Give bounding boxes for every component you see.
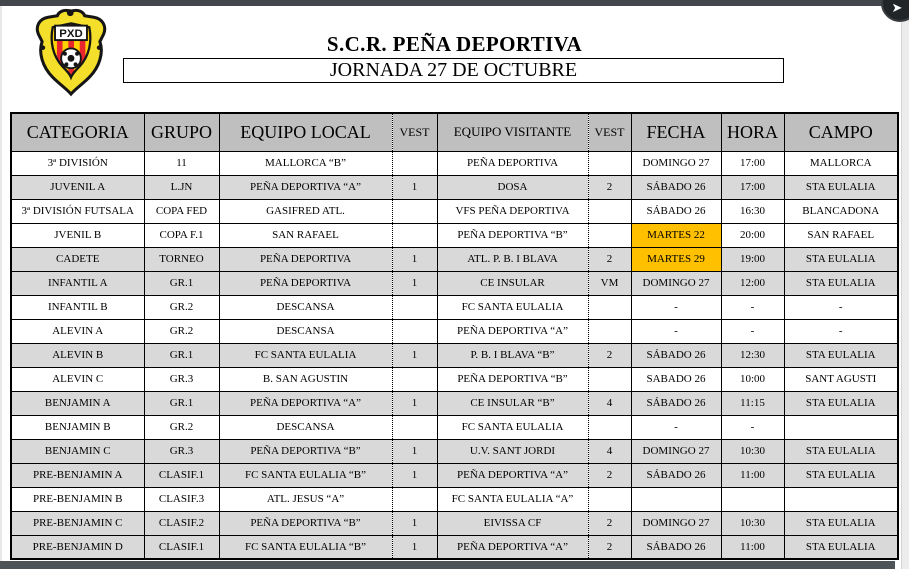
table-row (11, 415, 898, 439)
cell: FC SANTA EULALIA (437, 295, 588, 319)
cell (392, 367, 437, 391)
cell: STA EULALIA (784, 511, 898, 535)
cell (588, 223, 631, 247)
cell: CLASIF.2 (144, 511, 219, 535)
cell: 11 (144, 151, 219, 175)
cell: PEÑA DEPORTIVA “A” (437, 535, 588, 559)
cell: 17:00 (721, 151, 784, 175)
cell: U.V. SANT JORDI (437, 439, 588, 463)
cell: STA EULALIA (784, 439, 898, 463)
table-row (11, 271, 898, 295)
cell: BENJAMIN C (11, 439, 144, 463)
cell: STA EULALIA (784, 535, 898, 559)
cell: 1 (392, 391, 437, 415)
cell: DESCANSA (219, 295, 392, 319)
cell: SAN RAFAEL (219, 223, 392, 247)
cell: 1 (392, 463, 437, 487)
cell (588, 487, 631, 511)
table-row (11, 247, 898, 271)
scroll-top-button[interactable] (881, 0, 909, 22)
cell: DESCANSA (219, 415, 392, 439)
cell: DESCANSA (219, 319, 392, 343)
cell: SÁBADO 26 (631, 391, 721, 415)
cell: CLASIF.3 (144, 487, 219, 511)
cell: 20:00 (721, 223, 784, 247)
table-row (11, 199, 898, 223)
cell: FC SANTA EULALIA “A” (437, 487, 588, 511)
cell: B. SAN AGUSTIN (219, 367, 392, 391)
cell: PEÑA DEPORTIVA (437, 151, 588, 175)
cell: GR.3 (144, 367, 219, 391)
cell: 3ª DIVISIÓN FUTSALA (11, 199, 144, 223)
cell: GR.1 (144, 343, 219, 367)
cell: GR.1 (144, 271, 219, 295)
table-row (11, 391, 898, 415)
cell: TORNEO (144, 247, 219, 271)
cell: GR.2 (144, 319, 219, 343)
table-row (11, 175, 898, 199)
cell: 1 (392, 439, 437, 463)
cell (588, 295, 631, 319)
cell: 1 (392, 343, 437, 367)
cell: 17:00 (721, 175, 784, 199)
cell: PEÑA DEPORTIVA “B” (437, 367, 588, 391)
cell (588, 415, 631, 439)
cell: ATL. JESUS “A” (219, 487, 392, 511)
cell (588, 367, 631, 391)
cell: - (721, 295, 784, 319)
cell: 10:30 (721, 439, 784, 463)
bottom-bar (0, 561, 895, 569)
cell (392, 199, 437, 223)
cell: SÁBADO 26 (631, 463, 721, 487)
cell: VM (588, 271, 631, 295)
cell: ALEVIN A (11, 319, 144, 343)
cell: BENJAMIN B (11, 415, 144, 439)
cell: CADETE (11, 247, 144, 271)
cell: - (631, 295, 721, 319)
cell: 1 (392, 535, 437, 559)
cell: FC SANTA EULALIA “B” (219, 535, 392, 559)
column-header-equipo-visitante: EQUIPO VISITANTE (437, 113, 588, 151)
cell: P. B. I BLAVA “B” (437, 343, 588, 367)
cell: PEÑA DEPORTIVA “A” (219, 391, 392, 415)
cell: SÁBADO 26 (631, 175, 721, 199)
cell: - (784, 295, 898, 319)
cell: 2 (588, 175, 631, 199)
cell (392, 487, 437, 511)
table-row (11, 343, 898, 367)
cell: CLASIF.1 (144, 535, 219, 559)
cell: 2 (588, 511, 631, 535)
table-body (11, 151, 898, 559)
page-left-edge (0, 6, 2, 569)
cell: PEÑA DEPORTIVA (219, 247, 392, 271)
cell: SÁBADO 26 (631, 535, 721, 559)
cell: 2 (588, 535, 631, 559)
table-row (11, 511, 898, 535)
cell: MALLORCA (784, 151, 898, 175)
cell: INFANTIL B (11, 295, 144, 319)
column-header-vest: VEST (392, 113, 437, 151)
table-row (11, 295, 898, 319)
cell: MARTES 22 (631, 223, 721, 247)
cell: DOMINGO 27 (631, 439, 721, 463)
column-header-hora: HORA (721, 113, 784, 151)
cell: SÁBADO 26 (631, 199, 721, 223)
cell (392, 151, 437, 175)
cell: 11:15 (721, 391, 784, 415)
cell: 10:00 (721, 367, 784, 391)
cell: - (721, 415, 784, 439)
cell: 12:30 (721, 343, 784, 367)
cell: SÁBADO 26 (631, 343, 721, 367)
cell: STA EULALIA (784, 175, 898, 199)
cell: GR.2 (144, 415, 219, 439)
cell: STA EULALIA (784, 271, 898, 295)
table-row (11, 151, 898, 175)
cell: GR.2 (144, 295, 219, 319)
cell (392, 415, 437, 439)
cell: PRE-BENJAMIN C (11, 511, 144, 535)
cell: 1 (392, 175, 437, 199)
column-header-campo: CAMPO (784, 113, 898, 151)
cell: GR.3 (144, 439, 219, 463)
cell: 1 (392, 271, 437, 295)
cell: STA EULALIA (784, 247, 898, 271)
cell: ALEVIN C (11, 367, 144, 391)
cell: 2 (588, 247, 631, 271)
cell: INFANTIL A (11, 271, 144, 295)
club-title: S.C.R. PEÑA DEPORTIVA (326, 32, 583, 56)
cell (392, 295, 437, 319)
cell: EIVISSA CF (437, 511, 588, 535)
cell: 11:00 (721, 463, 784, 487)
jornada-title-box (123, 58, 784, 83)
cell: PEÑA DEPORTIVA “B” (437, 223, 588, 247)
cell (784, 487, 898, 511)
cell: SAN RAFAEL (784, 223, 898, 247)
cell: ATL. P. B. I BLAVA (437, 247, 588, 271)
cell: - (784, 319, 898, 343)
cell: CLASIF.1 (144, 463, 219, 487)
cell: 10:30 (721, 511, 784, 535)
cell: FC SANTA EULALIA (219, 343, 392, 367)
column-header-categoria: CATEGORIA (11, 113, 144, 151)
table-row (11, 487, 898, 511)
cell: 11:00 (721, 535, 784, 559)
cell: 4 (588, 391, 631, 415)
table-row (11, 319, 898, 343)
column-header-vest: VEST (588, 113, 631, 151)
cell: DOMINGO 27 (631, 151, 721, 175)
jornada-title: JORNADA 27 DE OCTUBRE (329, 59, 578, 81)
up-arrow-icon: ➤ (891, 0, 903, 15)
cell: 1 (392, 511, 437, 535)
cell: 2 (588, 463, 631, 487)
cell (631, 487, 721, 511)
cell: DOSA (437, 175, 588, 199)
cell: PEÑA DEPORTIVA “A” (437, 319, 588, 343)
cell: FC SANTA EULALIA (437, 415, 588, 439)
cell: SABADO 26 (631, 367, 721, 391)
cell (721, 487, 784, 511)
cell: 2 (588, 343, 631, 367)
column-header-grupo: GRUPO (144, 113, 219, 151)
table-row (11, 535, 898, 559)
table-row (11, 463, 898, 487)
cell: DOMINGO 27 (631, 511, 721, 535)
svg-text:PXD: PXD (59, 28, 83, 41)
cell: PRE-BENJAMIN D (11, 535, 144, 559)
cell (588, 319, 631, 343)
cell: 19:00 (721, 247, 784, 271)
cell: STA EULALIA (784, 343, 898, 367)
page-right-margin (901, 6, 909, 569)
cell: PEÑA DEPORTIVA “A” (219, 175, 392, 199)
cell: PEÑA DEPORTIVA “B” (219, 511, 392, 535)
cell: 3ª DIVISIÓN (11, 151, 144, 175)
cell: VFS PEÑA DEPORTIVA (437, 199, 588, 223)
table-row (11, 367, 898, 391)
cell (392, 223, 437, 247)
cell: - (721, 319, 784, 343)
cell (392, 319, 437, 343)
cell (784, 415, 898, 439)
cell: PEÑA DEPORTIVA “A” (437, 463, 588, 487)
cell: DOMINGO 27 (631, 271, 721, 295)
cell: MALLORCA “B” (219, 151, 392, 175)
cell: CE INSULAR (437, 271, 588, 295)
cell: STA EULALIA (784, 463, 898, 487)
cell: BENJAMIN A (11, 391, 144, 415)
cell: FC SANTA EULALIA “B” (219, 463, 392, 487)
cell: PRE-BENJAMIN A (11, 463, 144, 487)
cell: 4 (588, 439, 631, 463)
cell: L.JN (144, 175, 219, 199)
table-header-row (11, 113, 898, 151)
cell: MARTES 29 (631, 247, 721, 271)
cell: PEÑA DEPORTIVA “B” (219, 439, 392, 463)
cell: COPA FED (144, 199, 219, 223)
cell: SANT AGUSTI (784, 367, 898, 391)
schedule-table (10, 112, 899, 560)
cell: PRE-BENJAMIN B (11, 487, 144, 511)
cell: JVENIL B (11, 223, 144, 247)
cell (588, 199, 631, 223)
column-header-equipo-local: EQUIPO LOCAL (219, 113, 392, 151)
cell: GASIFRED ATL. (219, 199, 392, 223)
cell: JUVENIL A (11, 175, 144, 199)
cell: BLANCADONA (784, 199, 898, 223)
cell: - (631, 415, 721, 439)
cell: - (631, 319, 721, 343)
schedule-table-wrap (10, 112, 899, 560)
table-row (11, 223, 898, 247)
cell: 12:00 (721, 271, 784, 295)
cell: COPA F.1 (144, 223, 219, 247)
cell: CE INSULAR “B” (437, 391, 588, 415)
table-row (11, 439, 898, 463)
cell: PEÑA DEPORTIVA (219, 271, 392, 295)
cell (588, 151, 631, 175)
top-navbar (0, 0, 909, 6)
cell: STA EULALIA (784, 391, 898, 415)
cell: 16:30 (721, 199, 784, 223)
cell: ALEVIN B (11, 343, 144, 367)
cell: GR.1 (144, 391, 219, 415)
column-header-fecha: FECHA (631, 113, 721, 151)
cell: 1 (392, 247, 437, 271)
